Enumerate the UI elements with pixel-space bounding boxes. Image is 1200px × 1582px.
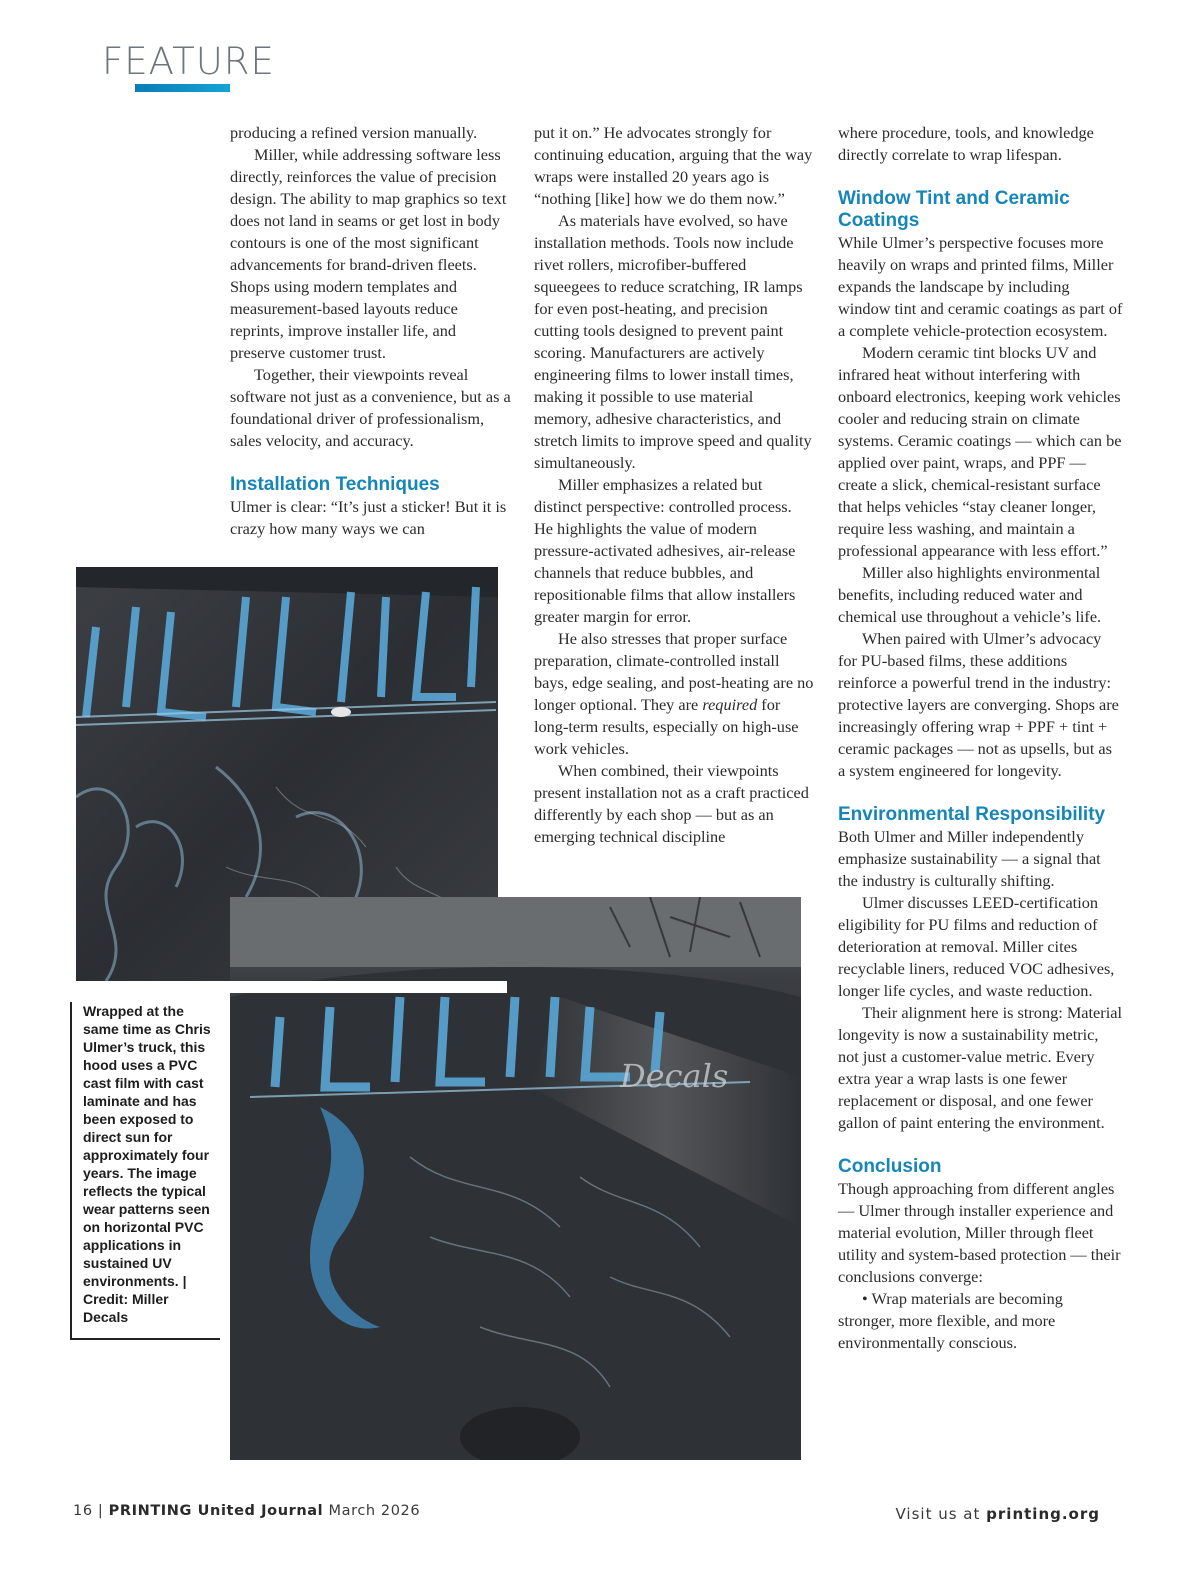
paragraph: Though approaching from different angles — Ulmer through installer experience and material evolution, Miller through fleet utility and system-based protection — their conclusions converge: [838, 1179, 1121, 1286]
paragraph: Their alignment here is strong: Material longevity is now a sustainability metric, not just a customer-value metric. Every extra year a wrap lasts is one fewer replacement or disposal, and one fewer gallon of paint entering the environment. [838, 1003, 1122, 1132]
footer-folio [73, 1503, 420, 1519]
article-column-3 [838, 122, 1123, 1354]
visit-label: Visit us at [895, 1505, 981, 1523]
paragraph: where procedure, tools, and knowledge directly correlate to wrap lifespan. [838, 123, 1094, 164]
paragraph: Ulmer discusses LEED-certification eligibility for PU films and reduction of deterioration at removal. Miller cites recyclable liners, reduced VOC adhesives, longer life cycles, and waste reduction. [838, 893, 1115, 1000]
issue-date: March 2026 [328, 1503, 421, 1519]
paragraph: When combined, their viewpoints present installation not as a craft practiced differently by each shop — but as an emerging technical discipline [534, 761, 809, 846]
subheading-conclusion: Conclusion [838, 1156, 942, 1177]
paragraph: Miller, while addressing software less directly, reinforces the value of precision design. The ability to map graphics so text does not land in seams or get lost in body contours is one of the most significant advancements for brand-driven fleets. Shops using modern templates and measurement-based layouts reduce reprints, improve installer life, and preserve customer trust. [230, 145, 507, 362]
paragraph: Both Ulmer and Miller independently emphasize sustainability — a signal that the industry is culturally shifting. [838, 827, 1101, 890]
article-column-1 [230, 122, 515, 540]
page-number: 16 [73, 1503, 93, 1519]
footer-separator: | [97, 1503, 104, 1519]
text-run: He also stresses that proper surface preparation, climate-controlled install bays, edge sealing, and post-heating are no longer optional. They are [534, 629, 814, 714]
subheading-installation-techniques: Installation Techniques [230, 474, 440, 495]
subheading-environmental-responsibility: Environmental Responsibility [838, 804, 1106, 825]
subheading-window-tint: Window Tint and Ceramic Coatings [838, 188, 1070, 231]
paragraph: Miller emphasizes a related but distinct perspective: controlled process. He highlights the value of modern pressure-activated adhesives, air-release channels that reduce bubbles, and repositionable films that allow installers greater margin for error. [534, 475, 796, 626]
text-run: for long-term results, especially on high-use work vehicles. [534, 695, 799, 758]
paragraph: Together, their viewpoints reveal software not just as a convenience, but as a foundational driver of professionalism, sales velocity, and accuracy. [230, 365, 511, 450]
decals-overlay-text: Decals [620, 1057, 729, 1095]
website-link[interactable]: printing.org [986, 1505, 1100, 1523]
paragraph: Modern ceramic tint blocks UV and infrared heat without interfering with onboard electronics, keeping work vehicles cooler and reducing strain on climate systems. Ceramic coatings — which can be applied over paint, wraps, and PPF — create a slick, chemical-resistant surface that helps vehicles “stay cleaner longer, require less washing, and maintain a professional appearance with less effort.” [838, 343, 1122, 560]
paragraph: Miller also highlights environmental benefits, including reduced water and chemical use throughout a vehicle’s life. [838, 563, 1102, 626]
footer-website [895, 1505, 1100, 1523]
paragraph: When paired with Ulmer’s advocacy for PU-based films, these additions reinforce a powerful trend in the industry: protective layers are converging. Shops are increasingly offering wrap + PPF + tint + ceramic packages — not as upsells, but as a system engineered for longevity. [838, 629, 1119, 780]
section-label: FEATURE [102, 40, 275, 83]
article-column-2 [534, 122, 814, 848]
photo-frame-gap [222, 981, 507, 993]
paragraph: put it on.” He advocates strongly for continuing education, arguing that the way wraps were installed 20 years ago is “nothing [like] how we do them now.” [534, 123, 813, 208]
paragraph: While Ulmer’s perspective focuses more heavily on wraps and printed films, Miller expands the landscape by including window tint and ceramic coatings as part of a complete vehicle-protection ecosystem. [838, 233, 1123, 340]
paragraph [534, 628, 814, 760]
paragraph: Ulmer is clear: “It’s just a sticker! But it is crazy how many ways we can [230, 497, 507, 538]
emphasis-required: required [702, 695, 758, 714]
section-accent-rule [135, 84, 230, 92]
publication-name: PRINTING United Journal [108, 1503, 324, 1519]
paragraph: As materials have evolved, so have installation methods. Tools now include rivet rollers, microfiber-buffered squeegees to reduce scratching, IR lamps for even post-heating, and precision cutting tools designed to prevent paint scoring. Manufacturers are actively engineering films to lower install times, making it possible to use material memory, adhesive characteristics, and stretch limits to improve speed and quality simultaneously. [534, 211, 812, 472]
photo-caption: Wrapped at the same time as Chris Ulmer’s truck, this hood uses a PVC cast film with cast laminate and has been exposed to direct sun for approximately four years. The image reflects the typical wear patterns seen on horizontal PVC applications in sustained UV environments. | Credit: Miller Decals [70, 1002, 220, 1340]
bullet-item: • Wrap materials are becoming stronger, more flexible, and more environmentally conscious. [838, 1289, 1063, 1352]
paragraph: producing a refined version manually. [230, 123, 478, 142]
